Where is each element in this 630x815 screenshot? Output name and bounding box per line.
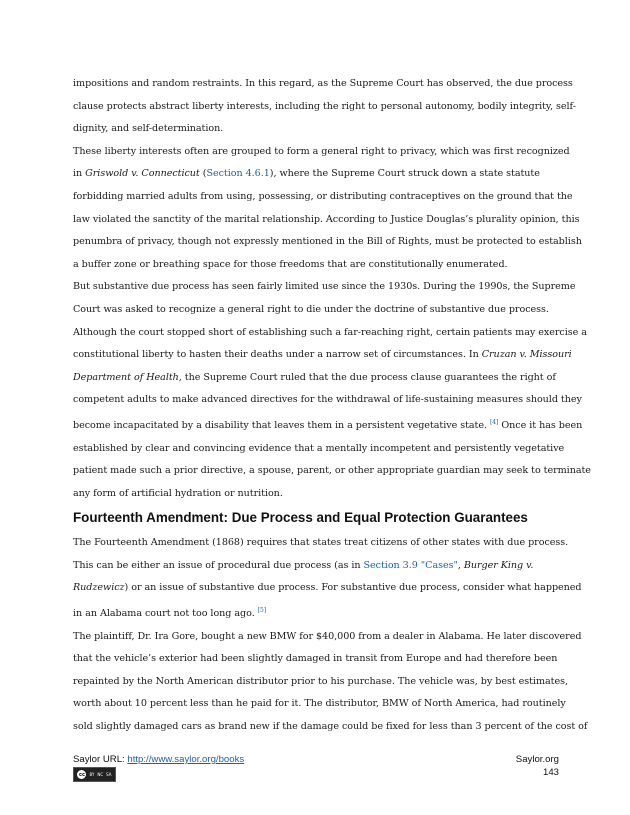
text-segment: ) or an issue of substantive due process. For substantive due process, consider what happened [124,582,582,594]
footnote-link[interactable]: [5] [257,607,267,615]
text-segment: constitutional liberty to hasten their deaths under a narrow set of circumstances. In [73,349,482,361]
text-line: forbidding married adults from using, possessing, or distributing contraceptives on the ground that the [73,190,573,202]
text-segment: Once it has been [498,419,583,431]
section-link[interactable]: Section 4.6.1 [206,168,270,180]
text-line: any form of artificial hydration or nutrition. [73,487,283,499]
text-line: patient made such a prior directive, a spouse, parent, or other appropriate guardian may seek to terminate [73,465,591,477]
case-name: Burger King v. [463,559,534,571]
page-number: 143 [542,766,559,778]
case-name: Rudzewicz [73,582,125,594]
case-name: Griswold v. Connecticut [85,168,200,180]
text-line [73,163,559,186]
section-heading: Fourteenth Amendment: Due Process and Equal Protection Guarantees [73,510,528,526]
cc-letter: cc [79,771,85,778]
text-line: But substantive due process has seen fairly limited use since the 1930s. During the 1990s, the Supreme [73,281,576,293]
text-line: that the vehicle’s exterior had been slightly damaged in transit from Europe and had therefore been [73,653,558,665]
text-line: Although the court stopped short of establishing such a far-reaching right, certain patients may exercise a [73,326,587,338]
text-segment: in an Alabama court not too long ago. [73,608,258,620]
text-line: repainted by the North American distributor prior to his purchase. The vehicle was, by best estimates, [73,675,568,687]
paragraph-4 [73,532,582,625]
case-name: Cruzan v. Missouri [481,349,572,361]
text-line: These liberty interests often are grouped to form a general right to privacy, which was first recognized [73,145,570,157]
footer-url [73,754,244,765]
footer-right [516,754,559,779]
creative-commons-icon[interactable] [73,767,116,782]
text-segment: , [457,559,464,571]
text-line: The plaintiff, Dr. Ira Gore, bought a new BMW for $40,000 from a dealer in Alabama. He later discovered [73,630,582,642]
section-link[interactable]: Section 3.9 "Cases" [363,559,458,571]
text-segment: in [73,168,86,180]
text-line [73,344,572,367]
text-segment: This can be either an issue of procedural due process (as in [73,559,364,571]
text-line: law violated the sanctity of the marital relationship. According to Justice Douglas’s plurality opinion, this [73,213,580,225]
footer-url-label: Saylor URL: [73,754,128,765]
footnote-link[interactable]: [4] [490,418,499,426]
text-line: penumbra of privacy, though not expressly mentioned in the Bill of Rights, must be protected to establish [73,236,582,248]
text-line: sold slightly damaged cars as brand new if the damage could be fixed for less than 3 percent of the cost of [73,721,588,733]
text-segment: ( [199,168,207,180]
paragraph-1 [73,73,576,141]
text-line: clause protects abstract liberty interests, including the right to personal autonomy, bodily integrity, self- [73,100,576,112]
text-line: established by clear and convincing evidence that a mentally incompetent and persistently vegetative [73,442,565,454]
text-line [73,577,582,600]
text-line: dignity, and self-determination. [73,123,224,135]
text-line: competent adults to make advanced directives for the withdrawal of life-sustaining measures should they [73,394,582,406]
body-text [73,73,591,739]
saylor-books-link[interactable]: http://www.saylor.org/books [127,754,245,765]
cc-letter: BY [89,772,95,777]
cc-letter: SA [106,772,112,777]
footer-site: Saylor.org [515,754,559,765]
text-line: a buffer zone or breathing space for those freedoms that are constitutionally enumerated. [73,258,508,270]
text-line: Court was asked to recognize a general right to die under the doctrine of substantive due process. [73,303,549,315]
case-name: Department of Health [73,371,179,383]
text-line [73,412,583,438]
text-line: impositions and random restraints. In this regard, as the Supreme Court has observed, the due process [73,78,573,89]
cc-letter: NC [97,772,104,777]
text-line [73,555,559,578]
text-segment: ), where the Supreme Court struck down a state statute [269,168,540,180]
text-line [73,600,559,626]
text-line: The Fourteenth Amendment (1868) requires that states treat citizens of other states with due process. [73,537,569,549]
text-segment: become incapacitated by a disability that leaves them in a persistent vegetative state. [73,419,490,431]
text-segment: , the Supreme Court ruled that the due process clause guarantees the right of [178,371,556,383]
paragraph-3 [73,276,591,505]
text-line: worth about 10 percent less than he paid for it. The distributor, BMW of North America, had routinely [73,698,566,710]
paragraph-2 [73,141,582,277]
paragraph-5 [73,626,588,739]
text-line [73,367,559,390]
